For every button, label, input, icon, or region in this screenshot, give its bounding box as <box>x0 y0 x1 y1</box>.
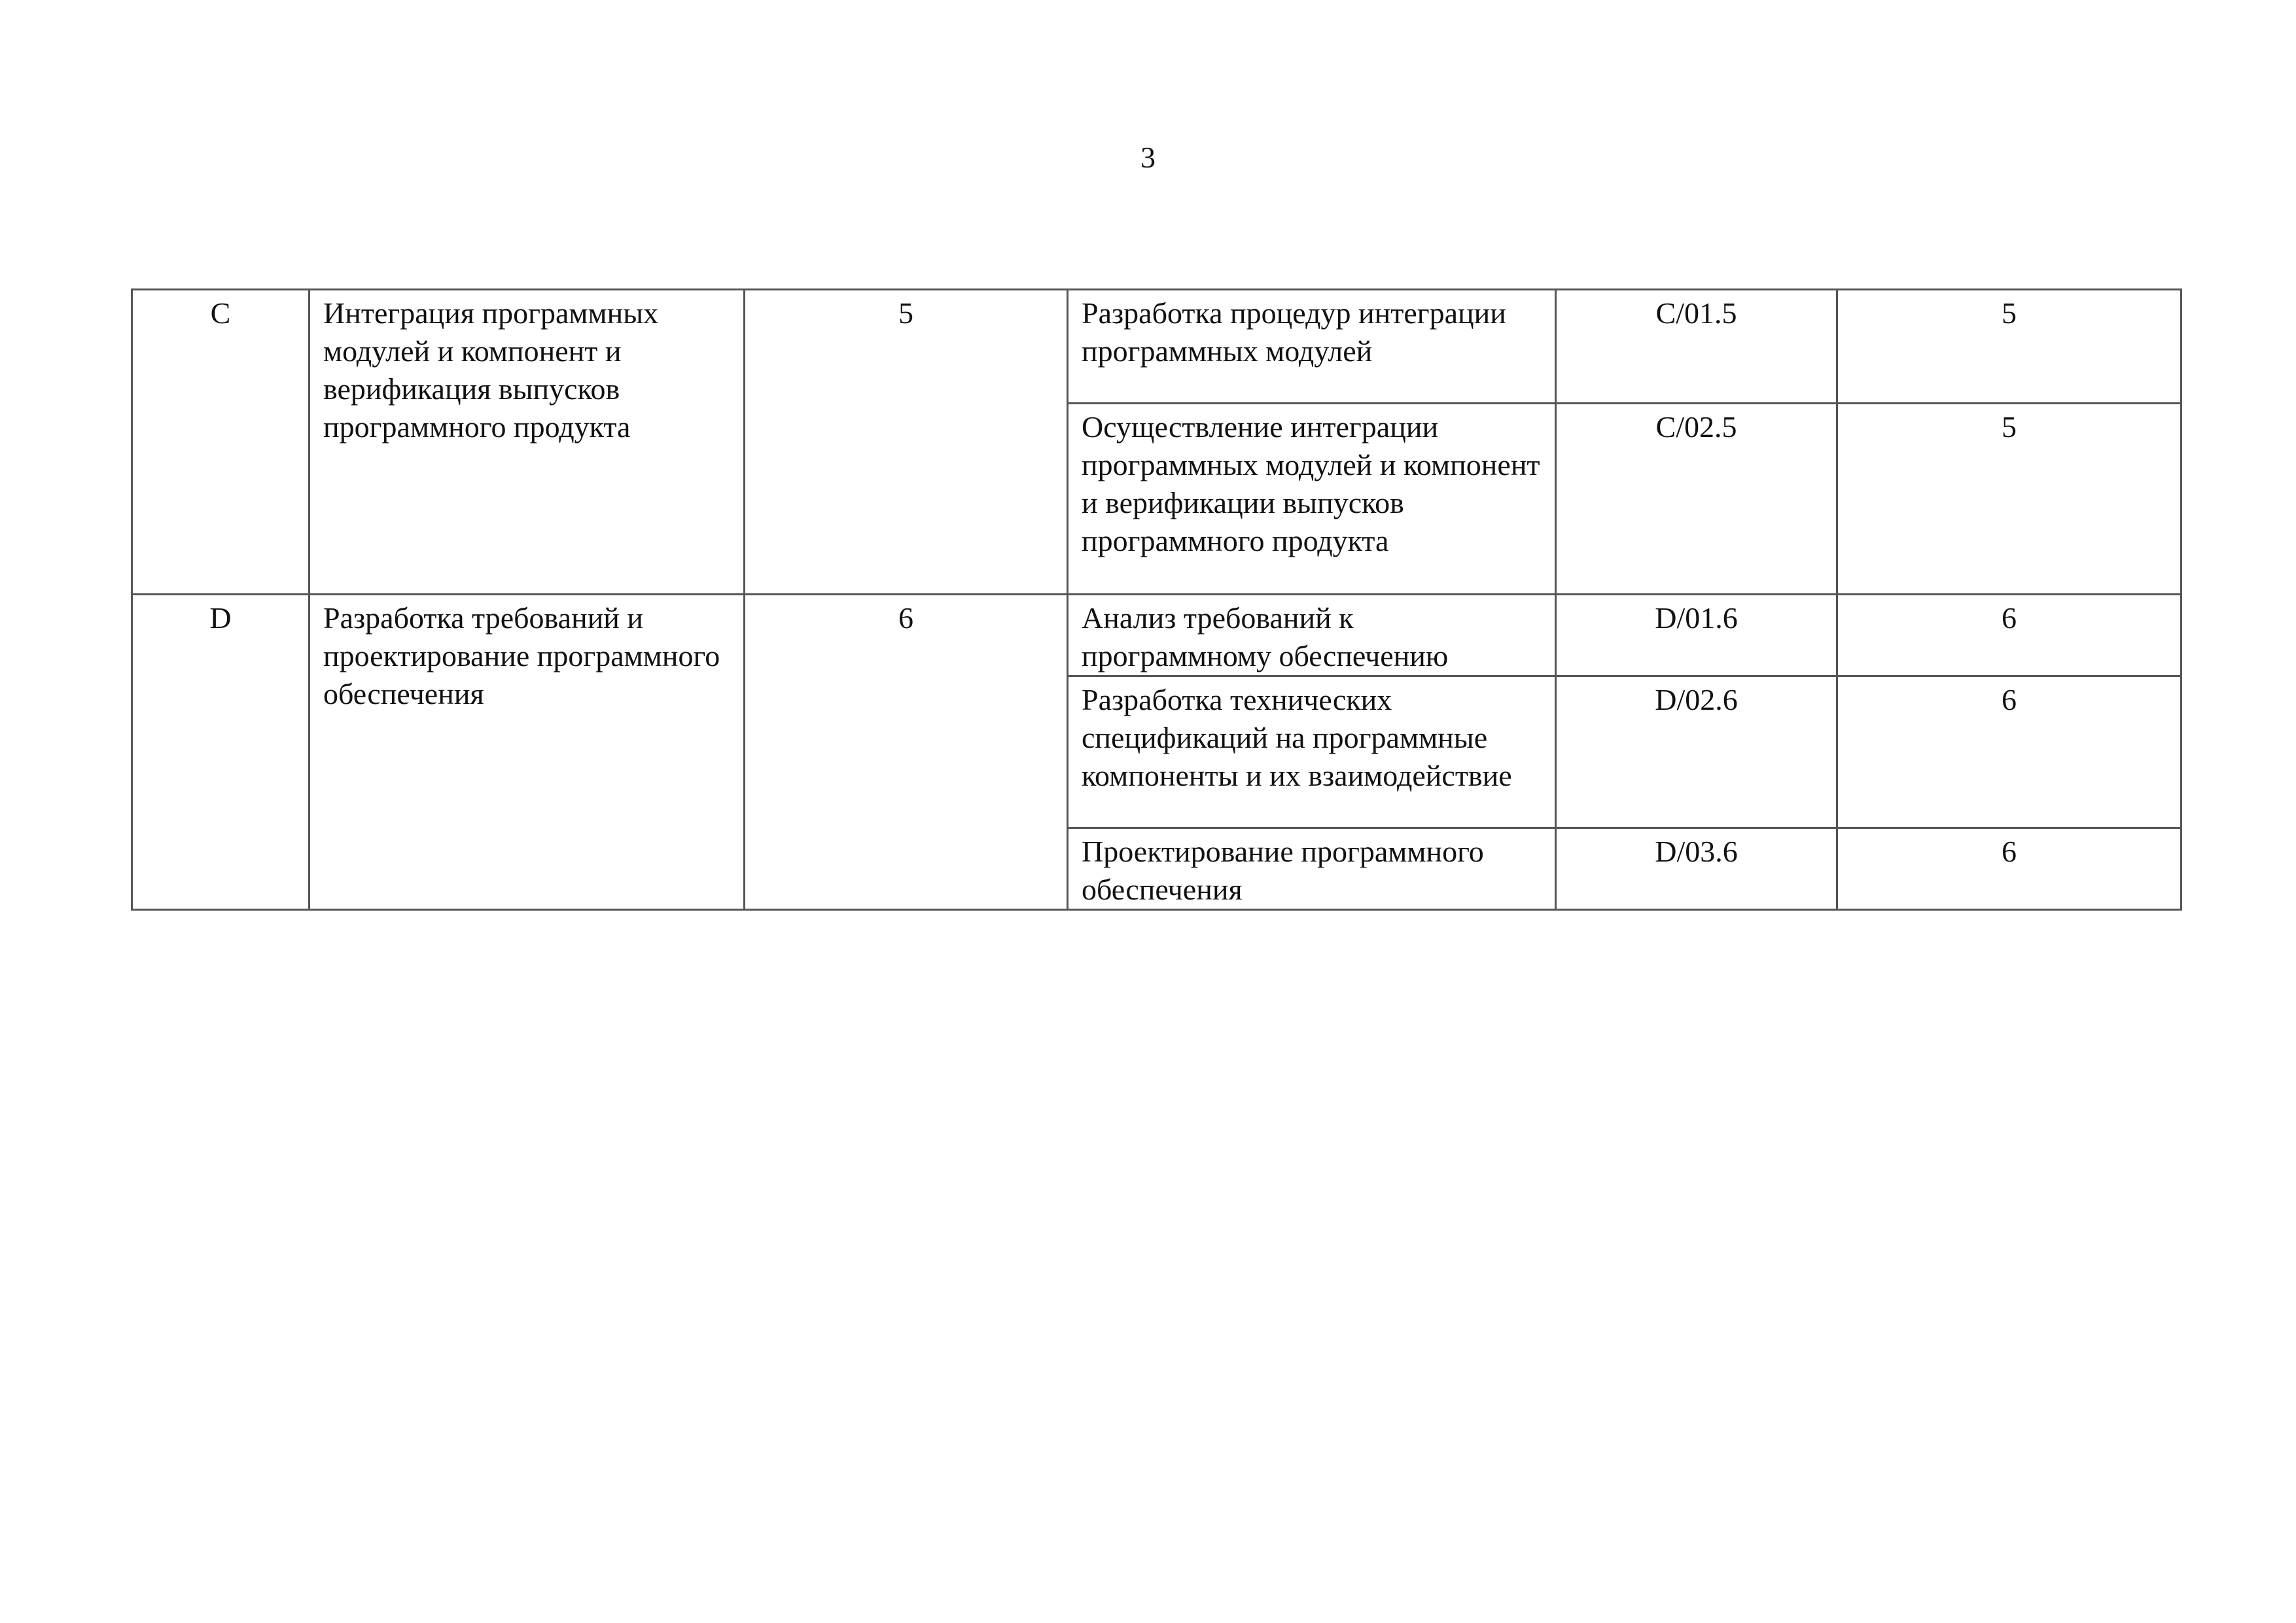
labor-function-name: Анализ требований к программному обеспечению <box>1068 595 1556 676</box>
labor-function-code: C/02.5 <box>1556 404 1837 595</box>
generalized-function-code: D <box>132 595 309 910</box>
sublevel-qualification: 6 <box>1837 676 2181 828</box>
sublevel-qualification: 6 <box>1837 828 2181 910</box>
generalized-function-name: Разработка требований и проектирование программного обеспечения <box>309 595 745 910</box>
labor-function-name: Осуществление интеграции программных модулей и компонент и верификации выпусков программного продукта <box>1068 404 1556 595</box>
labor-function-code: D/01.6 <box>1556 595 1837 676</box>
functions-table <box>131 288 2182 911</box>
labor-function-code: C/01.5 <box>1556 290 1837 404</box>
table-row <box>132 290 2181 404</box>
labor-function-name: Разработка технических спецификаций на программные компоненты и их взаимодействие <box>1068 676 1556 828</box>
labor-function-name: Проектирование программного обеспечения <box>1068 828 1556 910</box>
qualification-level: 5 <box>745 290 1068 595</box>
qualification-level: 6 <box>745 595 1068 910</box>
page-number: 3 <box>1140 141 1156 174</box>
sublevel-qualification: 5 <box>1837 290 2181 404</box>
labor-function-code: D/03.6 <box>1556 828 1837 910</box>
generalized-function-code: C <box>132 290 309 595</box>
sublevel-qualification: 6 <box>1837 595 2181 676</box>
generalized-function-name: Интеграция программных модулей и компонент и верификация выпусков программного продукта <box>309 290 745 595</box>
labor-function-code: D/02.6 <box>1556 676 1837 828</box>
sublevel-qualification: 5 <box>1837 404 2181 595</box>
table-row <box>132 595 2181 676</box>
labor-function-name: Разработка процедур интеграции программных модулей <box>1068 290 1556 404</box>
